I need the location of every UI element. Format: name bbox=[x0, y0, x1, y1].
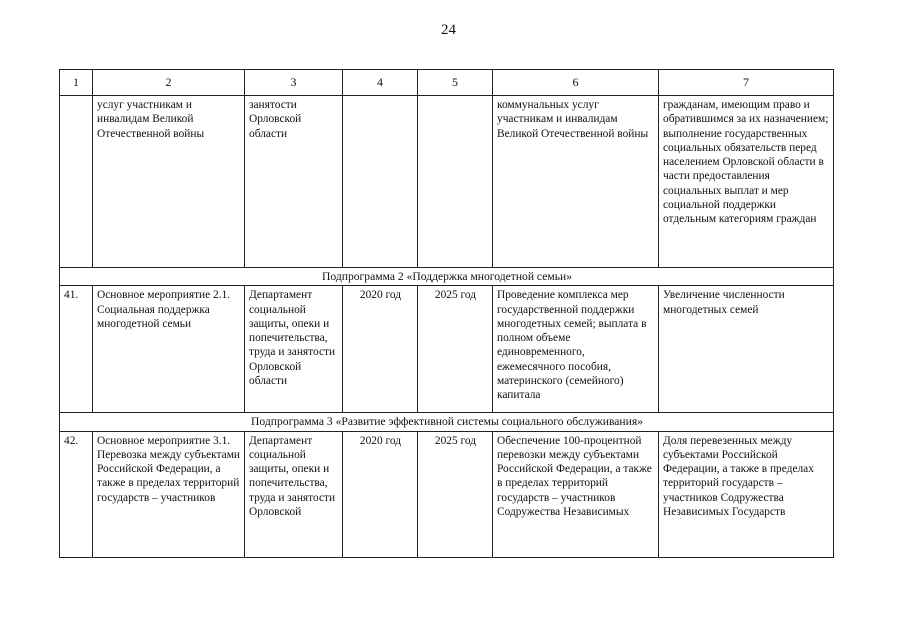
cell-indicator: Доля перевезенных между субъектами Российской Федерации, а также в пределах территорий государств – участников Содружества Независимых Государств bbox=[659, 431, 834, 557]
row-number: 42. bbox=[60, 431, 93, 557]
continuation-row bbox=[60, 96, 834, 268]
cell-executor: Департамент социальной защиты, опеки и попечительства, труда и занятости Орловской bbox=[245, 431, 343, 557]
cell-start bbox=[343, 96, 418, 268]
cell-start: 2020 год bbox=[343, 431, 418, 557]
header-col-5: 5 bbox=[418, 70, 493, 96]
header-col-7: 7 bbox=[659, 70, 834, 96]
page-number: 24 bbox=[441, 22, 456, 38]
subprogram-3-title: Подпрограмма 3 «Развитие эффективной системы социального обслуживания» bbox=[60, 413, 834, 431]
subprogram-2-title: Подпрограмма 2 «Поддержка многодетной семьи» bbox=[60, 268, 834, 286]
cell-end bbox=[418, 96, 493, 268]
cell-start: 2020 год bbox=[343, 286, 418, 413]
cell-measure: Основное мероприятие 3.1. Перевозка между субъектами Российской Федерации, а также в пределах территорий государств – участников bbox=[93, 431, 245, 557]
program-table bbox=[59, 69, 834, 558]
cell-executor: Департамент социальной защиты, опеки и попечительства, труда и занятости Орловской области bbox=[245, 286, 343, 413]
header-col-6: 6 bbox=[493, 70, 659, 96]
header-col-2: 2 bbox=[93, 70, 245, 96]
header-col-3: 3 bbox=[245, 70, 343, 96]
cell-executor: занятости Орловской области bbox=[245, 96, 343, 268]
cell-indicator: Увеличение численности многодетных семей bbox=[659, 286, 834, 413]
table-row bbox=[60, 286, 834, 413]
cell-end: 2025 год bbox=[418, 286, 493, 413]
header-col-1: 1 bbox=[60, 70, 93, 96]
cell-result: Обеспечение 100-процентной перевозки между субъектами Российской Федерации, а также в пределах территорий государств – участников Содружества Независимых bbox=[493, 431, 659, 557]
header-col-4: 4 bbox=[343, 70, 418, 96]
cell-result: коммунальных услуг участникам и инвалидам Великой Отечественной войны bbox=[493, 96, 659, 268]
subprogram-row bbox=[60, 413, 834, 431]
cell-result: Проведение комплекса мер государственной поддержки многодетных семей; выплата в полном объеме единовременного, ежемесячного пособия, материнского (семейного) капитала bbox=[493, 286, 659, 413]
table-row bbox=[60, 431, 834, 557]
cell-measure: Основное мероприятие 2.1. Социальная поддержка многодетной семьи bbox=[93, 286, 245, 413]
cell-end: 2025 год bbox=[418, 431, 493, 557]
header-row bbox=[60, 70, 834, 96]
cell-measure: услуг участникам и инвалидам Великой Отечественной войны bbox=[93, 96, 245, 268]
subprogram-row bbox=[60, 268, 834, 286]
cell-indicator: гражданам, имеющим право и обратившимся за их назначением; выполнение государственных социальных обязательств перед населением Орловской области в части предоставления социальных выплат и мер социальной поддержки отдельным категориям граждан bbox=[659, 96, 834, 268]
row-number: 41. bbox=[60, 286, 93, 413]
cell-number bbox=[60, 96, 93, 268]
